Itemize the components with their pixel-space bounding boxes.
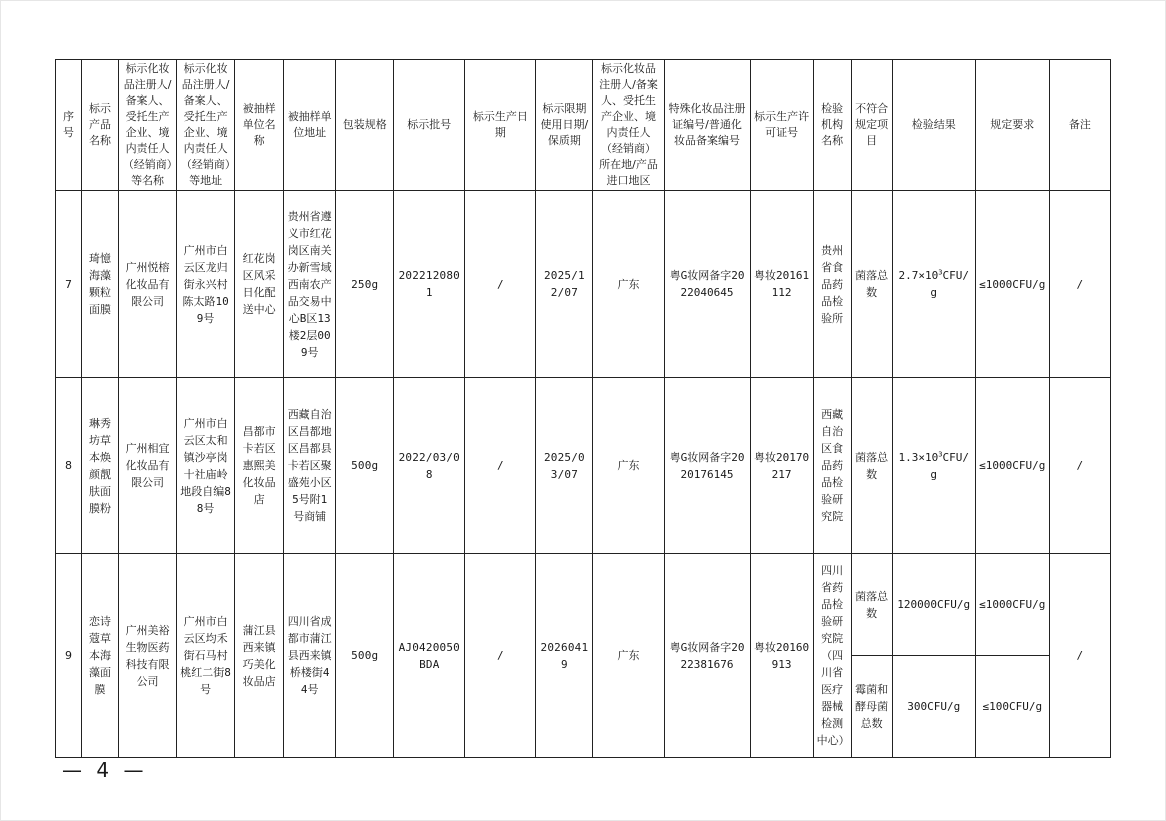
- cell-product-name: 琳秀坊草本焕颜靓肤面膜粉: [82, 378, 119, 554]
- header-production-date: 标示生产日期: [465, 60, 536, 191]
- header-expiry: 标示限期使用日期/保质期: [536, 60, 593, 191]
- cell-result: 300CFU/g: [892, 656, 975, 758]
- result-exponent: 3: [938, 268, 943, 277]
- cell-nonconforming-item: 菌落总数: [851, 191, 892, 378]
- inspection-agency-alias: （四川省医疗器械检测中心）: [816, 649, 850, 747]
- cell-license-no: 粤妆20161112: [750, 191, 813, 378]
- cell-license-no: 粤妆20160913: [750, 554, 813, 758]
- table-header-row: [56, 60, 1111, 191]
- cell-origin: 广东: [593, 191, 664, 378]
- header-remark: 备注: [1049, 60, 1110, 191]
- cell-remark: /: [1049, 191, 1110, 378]
- cell-result: 120000CFU/g: [892, 554, 975, 656]
- header-requirement: 规定要求: [975, 60, 1049, 191]
- cell-seq: 9: [56, 554, 82, 758]
- cell-production-date: /: [465, 378, 536, 554]
- inspection-agency-name: 四川省药品检验研究院: [821, 564, 844, 645]
- cell-product-name: 恋诗蔻草本海藻面膜: [82, 554, 119, 758]
- cell-expiry: 2025/03/07: [536, 378, 593, 554]
- table-row: [56, 378, 1111, 554]
- cell-remark: /: [1049, 378, 1110, 554]
- cell-sampled-unit-name: 红花岗区风采日化配送中心: [235, 191, 284, 378]
- result-exponent: 3: [938, 449, 943, 458]
- cell-registrant-address: 广州市白云区均禾街石马村桃红二街8号: [177, 554, 235, 758]
- cell-registrant-address: 广州市白云区太和镇沙亭岗十社庙岭地段自编88号: [177, 378, 235, 554]
- cell-nonconforming-item: 菌落总数: [851, 554, 892, 656]
- header-registrant-name: 标示化妆品注册人/备案人、受托生产企业、境内责任人（经销商）等名称: [119, 60, 177, 191]
- cell-requirement: ≤100CFU/g: [975, 656, 1049, 758]
- header-inspection-agency: 检验机构名称: [813, 60, 851, 191]
- result-suffix: CFU/g: [930, 450, 969, 481]
- cell-requirement: ≤1000CFU/g: [975, 378, 1049, 554]
- cell-seq: 7: [56, 191, 82, 378]
- sampling-results-table: [55, 59, 1111, 758]
- header-sampled-unit-name: 被抽样单位名称: [235, 60, 284, 191]
- cell-sampled-unit-name: 蒲江县西来镇巧美化妆品店: [235, 554, 284, 758]
- cell-requirement: ≤1000CFU/g: [975, 191, 1049, 378]
- cell-sampled-unit-address: 贵州省遵义市红花岗区南关办新雪域西南农产品交易中心B区13楼2层009号: [284, 191, 336, 378]
- cell-nonconforming-item: 菌落总数: [851, 378, 892, 554]
- header-sampled-unit-address: 被抽样单位地址: [284, 60, 336, 191]
- cell-result: [892, 378, 975, 554]
- result-prefix: 2.7×10: [898, 269, 939, 282]
- header-product-name: 标示产品名称: [82, 60, 119, 191]
- cell-requirement: ≤1000CFU/g: [975, 554, 1049, 656]
- header-origin: 标示化妆品注册人/备案人、受托生产企业、境内责任人（经销商）所在地/产品进口地区: [593, 60, 664, 191]
- cell-result: [892, 191, 975, 378]
- cell-product-name: 琦憶海藻颗粒面膜: [82, 191, 119, 378]
- cell-origin: 广东: [593, 378, 664, 554]
- cell-record-no: 粤G妆网备字2022381676: [664, 554, 750, 758]
- header-registrant-address: 标示化妆品注册人/备案人、受托生产企业、境内责任人（经销商）等地址: [177, 60, 235, 191]
- cell-record-no: 粤G妆网备字2020176145: [664, 378, 750, 554]
- cell-registrant-name: 广州悦榕化妆品有限公司: [119, 191, 177, 378]
- result-prefix: 1.3×10: [898, 450, 939, 464]
- cell-sampled-unit-address: 西藏自治区昌都地区昌都县卡若区聚盛苑小区5号附1号商铺: [284, 378, 336, 554]
- header-license-no: 标示生产许可证号: [750, 60, 813, 191]
- cell-production-date: /: [465, 554, 536, 758]
- cell-license-no: 粤妆20170217: [750, 378, 813, 554]
- cell-record-no: 粤G妆网备字2022040645: [664, 191, 750, 378]
- cell-nonconforming-item: 霉菌和酵母菌总数: [851, 656, 892, 758]
- cell-seq: 8: [56, 378, 82, 554]
- table-row: [56, 554, 1111, 656]
- cell-expiry: 2025/12/07: [536, 191, 593, 378]
- cell-registrant-address: 广州市白云区龙归街永兴村陈太路109号: [177, 191, 235, 378]
- cell-batch-no: AJ0420050BDA: [394, 554, 465, 758]
- cell-sampled-unit-name: 昌都市卡若区惠熙美化妆品店: [235, 378, 284, 554]
- cell-registrant-name: 广州相宜化妆品有限公司: [119, 378, 177, 554]
- cell-inspection-agency: 西藏自治区食品药品检验研究院: [813, 378, 851, 554]
- page-number: — 4 —: [62, 758, 148, 782]
- cell-inspection-agency: [813, 554, 851, 758]
- result-suffix: CFU/g: [930, 269, 969, 299]
- cell-package-spec: 500g: [336, 378, 394, 554]
- cell-package-spec: 500g: [336, 554, 394, 758]
- header-seq: 序号: [56, 60, 82, 191]
- table-row: [56, 191, 1111, 378]
- cell-production-date: /: [465, 191, 536, 378]
- header-record-no: 特殊化妆品注册证编号/普通化妆品备案编号: [664, 60, 750, 191]
- cell-expiry: 20260419: [536, 554, 593, 758]
- cell-package-spec: 250g: [336, 191, 394, 378]
- cell-registrant-name: 广州美裕生物医药科技有限公司: [119, 554, 177, 758]
- cell-remark: /: [1049, 554, 1110, 758]
- header-package-spec: 包装规格: [336, 60, 394, 191]
- header-batch-no: 标示批号: [394, 60, 465, 191]
- header-result: 检验结果: [892, 60, 975, 191]
- cell-sampled-unit-address: 四川省成都市蒲江县西来镇桥楼街44号: [284, 554, 336, 758]
- cell-inspection-agency: 贵州省食品药品检验所: [813, 191, 851, 378]
- header-nonconforming-item: 不符合规定项目: [851, 60, 892, 191]
- cell-batch-no: 2022120801: [394, 191, 465, 378]
- cell-batch-no: 2022/03/08: [394, 378, 465, 554]
- cell-origin: 广东: [593, 554, 664, 758]
